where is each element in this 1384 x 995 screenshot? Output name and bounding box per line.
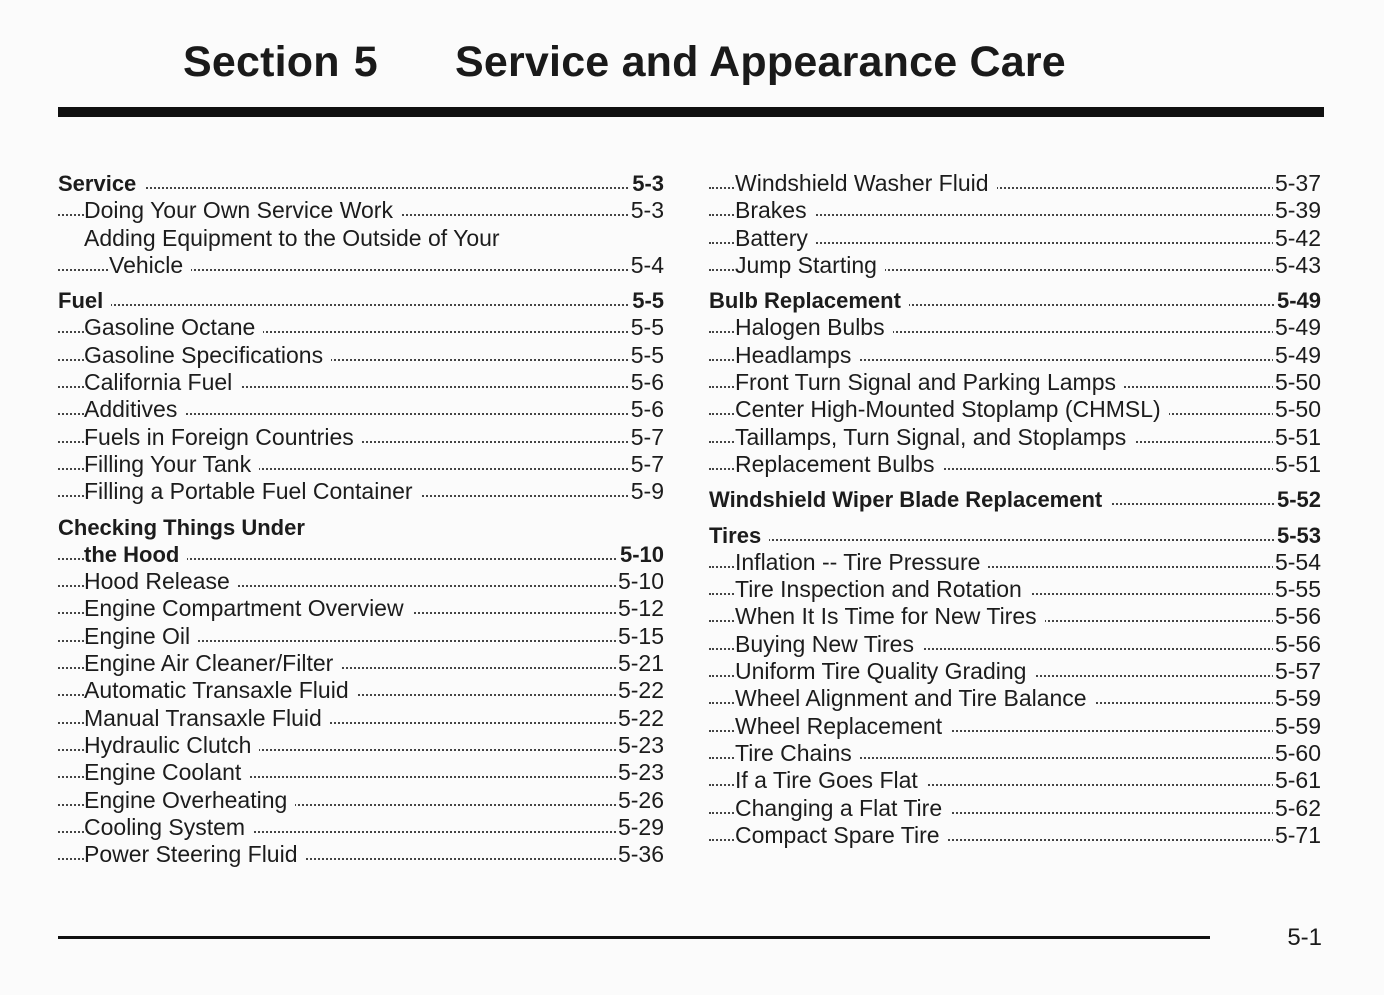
toc-left-column [58,170,664,868]
page-ref: 5-42 [1274,224,1321,251]
page-ref: 5-51 [1274,450,1321,477]
page-title [183,38,1066,87]
page-ref: 5-54 [1274,548,1321,575]
page-ref: 5-71 [1274,821,1321,848]
page-ref: 5-7 [630,423,664,450]
page-ref: 5-62 [1274,794,1321,821]
page-ref: 5-26 [617,786,664,813]
page-ref: 5-60 [1274,739,1321,766]
toc-entry-fuel[interactable]: Fuel 5-5 [58,288,664,314]
toc-entry-taillamps[interactable]: Taillamps, Turn Signal, and Stoplamps 5-51 [709,424,1321,451]
toc-entry-halogen-bulbs[interactable]: Halogen Bulbs 5-49 [709,314,1321,341]
toc-right-column [709,170,1321,849]
toc-entry-alignment-balance[interactable]: Wheel Alignment and Tire Balance 5-59 [709,685,1321,712]
page-ref: 5-22 [617,704,664,731]
toc-entry-jump-starting[interactable]: Jump Starting 5-43 [709,252,1321,279]
dot-leader [709,539,1321,541]
toc-entry-gasoline-specifications[interactable]: Gasoline Specifications 5-5 [58,342,664,369]
toc-entry-wheel-replacement[interactable]: Wheel Replacement 5-59 [709,713,1321,740]
toc-entry-service[interactable]: Service 5-3 [58,171,664,196]
page-ref: 5-15 [617,622,664,649]
toc-entry-air-cleaner[interactable]: Engine Air Cleaner/Filter 5-21 [58,650,664,677]
toc-entry-tires[interactable]: Tires 5-53 [709,522,1321,548]
page-ref: 5-50 [1274,369,1321,396]
toc-entry-compact-spare[interactable]: Compact Spare Tire 5-71 [709,822,1321,849]
toc-entry-the-hood[interactable]: the Hood 5-10 [58,541,664,568]
page-ref: 5-36 [617,841,664,868]
page-ref: 5-49 [1276,288,1321,314]
toc-entry-bulb-replacement[interactable]: Bulb Replacement 5-49 [709,288,1321,314]
toc-entry-inflation[interactable]: Inflation -- Tire Pressure 5-54 [709,549,1321,576]
footer-rule [58,936,1210,939]
page-ref: 5-56 [1274,630,1321,657]
page-ref: 5-43 [1274,251,1321,278]
page-ref: 5-10 [617,568,664,595]
toc-entry-california-fuel[interactable]: California Fuel 5-6 [58,369,664,396]
toc-entry-tire-chains[interactable]: Tire Chains 5-60 [709,740,1321,767]
page-ref: 5-7 [630,450,664,477]
toc-entry-doing-own-service[interactable]: Doing Your Own Service Work 5-3 [58,197,664,224]
toc-entry-vehicle[interactable]: Vehicle 5-4 [58,252,664,279]
page-ref: 5-51 [1274,423,1321,450]
page-ref: 5-5 [632,288,664,314]
page-ref: 5-6 [630,396,664,423]
toc-entry-inspection-rotation[interactable]: Tire Inspection and Rotation 5-55 [709,576,1321,603]
page-ref: 5-39 [1274,197,1321,224]
toc-entry-tire-flat[interactable]: If a Tire Goes Flat 5-61 [709,767,1321,794]
toc-entry-quality-grading[interactable]: Uniform Tire Quality Grading 5-57 [709,658,1321,685]
page-ref: 5-49 [1274,314,1321,341]
toc-entry-headlamps[interactable]: Headlamps 5-49 [709,342,1321,369]
page-ref: 5-59 [1274,685,1321,712]
page-ref: 5-10 [619,541,664,567]
page-ref: 5-3 [632,171,664,196]
section-number: 5 [353,38,378,86]
toc-entry-engine-coolant[interactable]: Engine Coolant 5-23 [58,759,664,786]
toc-entry-changing-flat[interactable]: Changing a Flat Tire 5-62 [709,795,1321,822]
page-ref: 5-55 [1274,576,1321,603]
page-ref: 5-23 [617,731,664,758]
toc-entry-hood-release[interactable]: Hood Release 5-10 [58,568,664,595]
toc-entry-power-steering[interactable]: Power Steering Fluid 5-36 [58,841,664,868]
toc-entry-brakes[interactable]: Brakes 5-39 [709,197,1321,224]
page-ref: 5-5 [630,314,664,341]
section-title: Service and Appearance Care [455,38,1066,86]
toc-entry-buying-tires[interactable]: Buying New Tires 5-56 [709,631,1321,658]
page-ref: 5-22 [617,677,664,704]
page-ref: 5-4 [630,251,664,278]
toc-entry-adding-equipment[interactable]: Adding Equipment to the Outside of Your [58,225,664,252]
toc-entry-washer-fluid[interactable]: Windshield Washer Fluid 5-37 [709,170,1321,197]
page-number: 5-1 [1287,924,1322,951]
toc-entry-new-tires-time[interactable]: When It Is Time for New Tires 5-56 [709,603,1321,630]
toc-entry-checking-under[interactable]: Checking Things Under [58,514,664,541]
dot-leader [58,187,664,189]
toc-entry-chmsl[interactable]: Center High-Mounted Stoplamp (CHMSL) 5-50 [709,396,1321,423]
toc-entry-portable-container[interactable]: Filling a Portable Fuel Container 5-9 [58,478,664,505]
toc-entry-battery[interactable]: Battery 5-42 [709,225,1321,252]
page-ref: 5-3 [630,197,664,224]
page-ref: 5-57 [1274,658,1321,685]
toc-entry-manual-transaxle[interactable]: Manual Transaxle Fluid 5-22 [58,705,664,732]
toc-entry-front-turn-signal[interactable]: Front Turn Signal and Parking Lamps 5-50 [709,369,1321,396]
page-ref: 5-59 [1274,712,1321,739]
page-ref: 5-53 [1276,522,1321,548]
page-ref: 5-23 [617,759,664,786]
page-ref: 5-49 [1274,341,1321,368]
toc-entry-wiper-blade[interactable]: Windshield Wiper Blade Replacement 5-52 [709,487,1321,513]
page-ref: 5-29 [617,813,664,840]
page-ref: 5-12 [617,595,664,622]
page-ref: 5-6 [630,369,664,396]
toc-entry-cooling-system[interactable]: Cooling System 5-29 [58,814,664,841]
page-ref: 5-5 [630,341,664,368]
page-ref: 5-9 [630,478,664,505]
page-ref: 5-61 [1274,767,1321,794]
toc-entry-additives[interactable]: Additives 5-6 [58,396,664,423]
page-ref: 5-21 [617,650,664,677]
toc-entry-gasoline-octane[interactable]: Gasoline Octane 5-5 [58,314,664,341]
toc-entry-hydraulic-clutch[interactable]: Hydraulic Clutch 5-23 [58,732,664,759]
toc-entry-filling-tank[interactable]: Filling Your Tank 5-7 [58,451,664,478]
toc-entry-engine-oil[interactable]: Engine Oil 5-15 [58,623,664,650]
page-ref: 5-50 [1274,396,1321,423]
toc-entry-engine-overheating[interactable]: Engine Overheating 5-26 [58,787,664,814]
toc-entry-replacement-bulbs[interactable]: Replacement Bulbs 5-51 [709,451,1321,478]
page-ref: 5-52 [1276,487,1321,513]
toc-entry-automatic-transaxle[interactable]: Automatic Transaxle Fluid 5-22 [58,677,664,704]
dot-leader [58,304,664,306]
header-rule [58,107,1324,117]
page-ref: 5-37 [1274,170,1321,196]
toc-entry-fuels-foreign[interactable]: Fuels in Foreign Countries 5-7 [58,424,664,451]
toc-entry-engine-compartment[interactable]: Engine Compartment Overview 5-12 [58,595,664,622]
page-ref: 5-56 [1274,603,1321,630]
section-label: Section [183,38,340,86]
